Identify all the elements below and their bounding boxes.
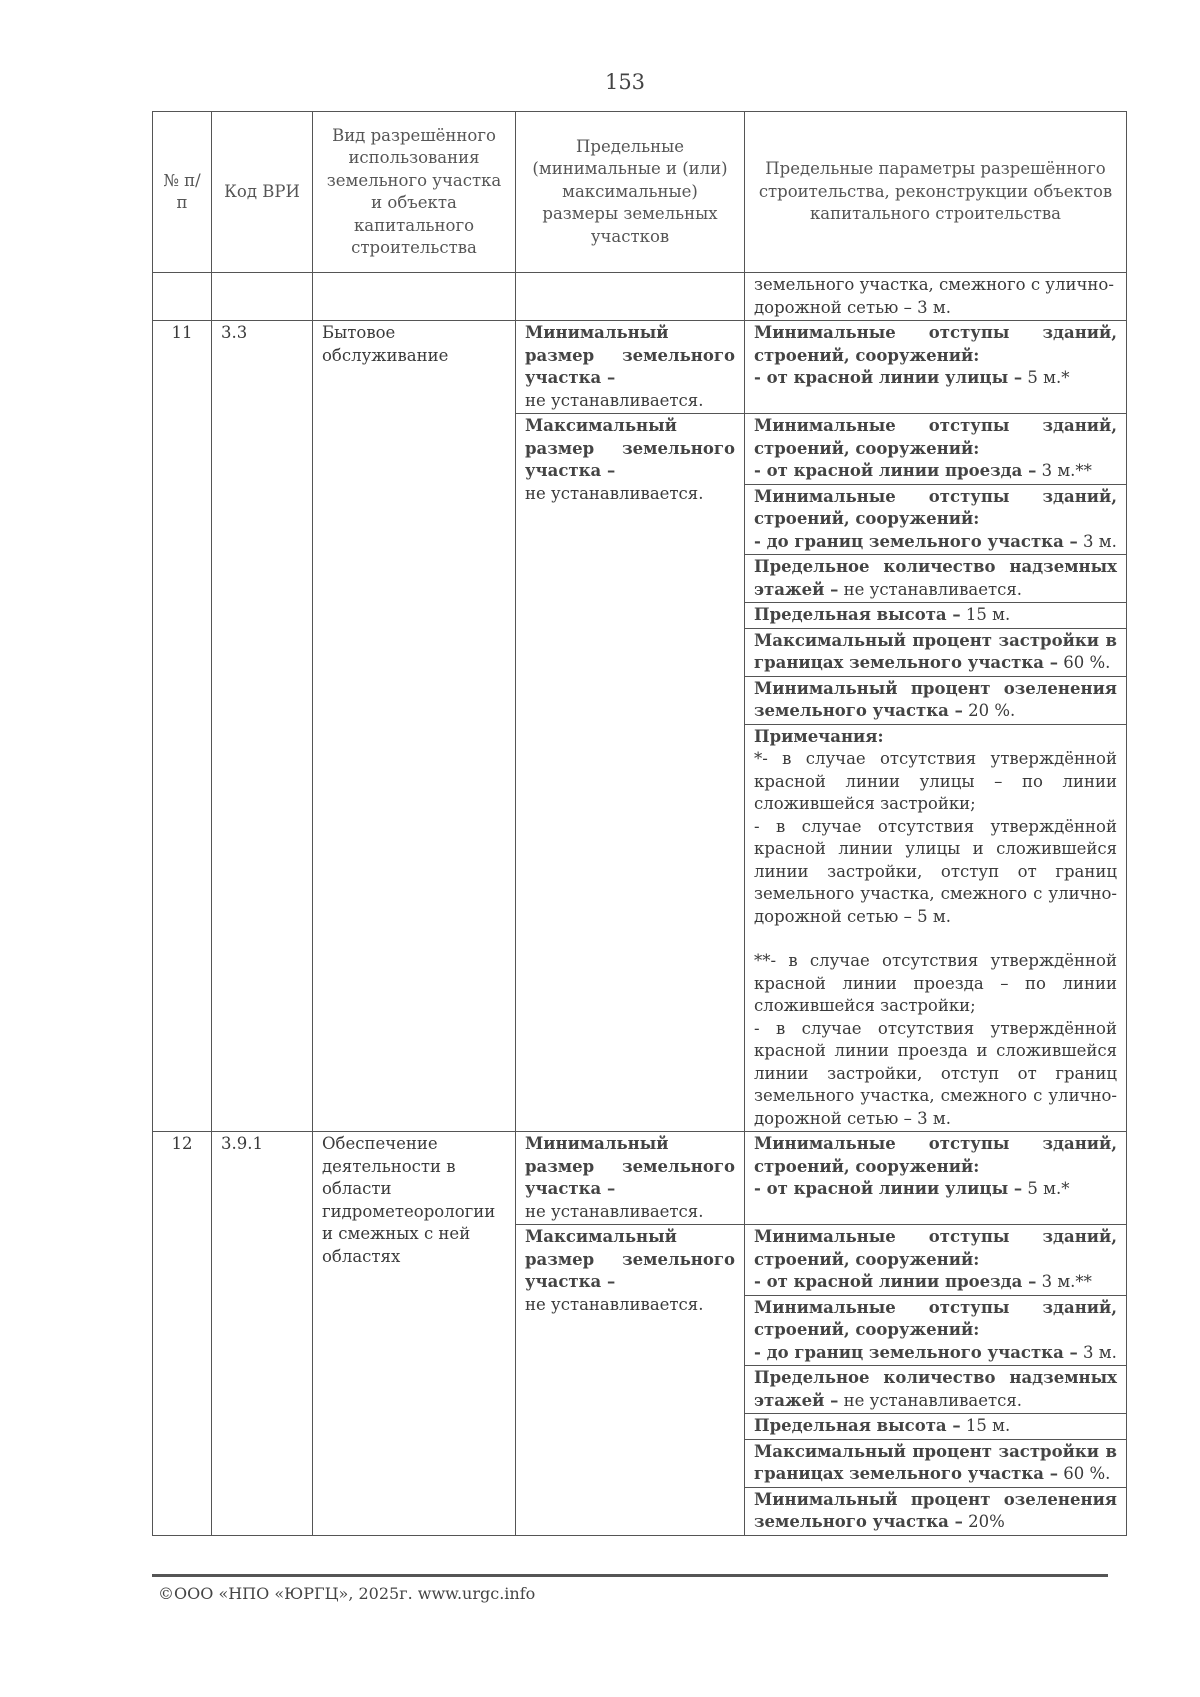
row-vri: Бытовое обслуживание [313, 321, 516, 1132]
param-value: 5 м.* [1022, 1179, 1070, 1198]
notes-title: Примечания: [754, 726, 884, 746]
param-value: 15 м. [960, 1416, 1011, 1435]
table-row [153, 321, 1127, 414]
param-value: 5 м.* [1022, 368, 1070, 387]
min-size-value: не устанавливается. [525, 390, 704, 410]
param-cell [745, 628, 1127, 676]
param-cell [745, 603, 1127, 629]
param-value: 3 м.** [1036, 461, 1092, 480]
param-bold-2: - до границ земельного участка – [754, 1342, 1078, 1362]
param-bold-2: - до границ земельного участка – [754, 531, 1078, 551]
param-bold-2: - от красной линии проезда – [754, 1272, 1037, 1291]
header-params: Предельные параметры разрешённого строительства, реконструкции объектов капитального строительства [745, 112, 1127, 273]
param-value: 15 м. [960, 605, 1011, 624]
param-bold-2: - от красной линии улицы – [754, 368, 1023, 387]
header-vri: Вид разрешённого использования земельного участка и объекта капитального строительства [313, 112, 516, 273]
param-value: 20% [962, 1512, 1005, 1531]
param-bold: Минимальные отступы зданий, строений, сооружений: [754, 486, 1117, 528]
max-size-cell [516, 1225, 745, 1536]
note-1: *- в случае отсутствия утверждённой красной линии улицы – по линии сложившейся застройки; [754, 749, 1117, 813]
param-bold: Предельное количество надземных этажей – [754, 557, 1117, 599]
row-code: 3.3 [212, 321, 313, 1132]
footer-divider [152, 1574, 1108, 1577]
param-value: 60 %. [1057, 1464, 1111, 1483]
min-size-cell [516, 321, 745, 414]
table-row [153, 1132, 1127, 1225]
min-size-value: не устанавливается. [525, 1201, 704, 1221]
param-cell [745, 1414, 1127, 1440]
param-bold: Максимальный процент застройки в границах земельного участка – [754, 1441, 1117, 1483]
param-bold-2: - от красной линии проезда – [754, 461, 1037, 480]
table-header-row [153, 112, 1127, 273]
param-cell [745, 1487, 1127, 1535]
max-size-label: Максимальный размер земельного участка – [525, 416, 735, 480]
param-value: 3 м.** [1036, 1272, 1092, 1291]
param-cell [745, 1132, 1127, 1225]
param-bold: Предельное количество надземных этажей – [754, 1368, 1117, 1410]
param-bold: Максимальный процент застройки в границах земельного участка – [754, 630, 1117, 672]
param-cell [745, 414, 1127, 485]
continuation-line-1: земельного участка, смежного с улично- [754, 275, 1114, 294]
param-cell [745, 1225, 1127, 1296]
page-number: 153 [604, 70, 646, 94]
note-2: - в случае отсутствия утверждённой красной линии улицы и сложившейся линии застройки, отступ от границ земельного участка, смежного с улично-дорожной сетью – 5 м. [754, 816, 1117, 926]
param-cell [745, 555, 1127, 603]
param-value: не устанавливается. [838, 579, 1023, 599]
param-value: 60 %. [1057, 653, 1111, 672]
note-3: **- в случае отсутствия утверждённой красной линии проезда – по линии сложившейся застройки; [754, 951, 1117, 1015]
max-size-value: не устанавливается. [525, 483, 704, 503]
param-bold: Минимальный процент озеленения земельного участка – [754, 1489, 1117, 1531]
min-size-cell [516, 1132, 745, 1225]
row-code: 3.9.1 [212, 1132, 313, 1536]
footer-copyright: ©ООО «НПО «ЮРГЦ», 2025г. www.urgc.info [158, 1584, 536, 1603]
max-size-label: Максимальный размер земельного участка – [525, 1227, 735, 1291]
param-bold: Предельная высота – [754, 1416, 961, 1435]
header-no: № п/п [153, 112, 212, 273]
row-number: 11 [153, 321, 212, 1132]
regulations-table [152, 111, 1127, 1536]
param-cell [745, 321, 1127, 414]
param-cell [745, 1439, 1127, 1487]
note-4: - в случае отсутствия утверждённой красной линии проезда и сложившейся линии застройки, отступ от границ земельного участка, смежного с улично-дорожной сетью – 3 м. [754, 1018, 1117, 1128]
param-cell [745, 676, 1127, 724]
param-bold-2: - от красной линии улицы – [754, 1179, 1023, 1198]
param-bold: Минимальные отступы зданий, строений, сооружений: [754, 1297, 1117, 1339]
header-code: Код ВРИ [212, 112, 313, 273]
min-size-label: Минимальный размер земельного участка – [525, 1134, 735, 1198]
param-bold: Предельная высота – [754, 605, 961, 624]
param-bold: Минимальные отступы зданий, строений, сооружений: [754, 1134, 1117, 1176]
notes-cell [745, 724, 1127, 1132]
row-vri: Обеспечение деятельности в области гидрометеорологии и смежных с ней областях [313, 1132, 516, 1536]
param-bold: Минимальные отступы зданий, строений, сооружений: [754, 416, 1117, 458]
row-number: 12 [153, 1132, 212, 1536]
header-size: Предельные (минимальные и (или) максимальные) размеры земельных участков [516, 112, 745, 273]
param-value: 20 %. [962, 701, 1016, 720]
param-bold: Минимальный процент озеленения земельного участка – [754, 678, 1117, 720]
max-size-cell [516, 414, 745, 1132]
param-cell [745, 484, 1127, 555]
continuation-row [153, 273, 1127, 321]
continuation-line-2: дорожной сетью – 3 м. [754, 297, 951, 317]
param-cell [745, 1295, 1127, 1366]
param-value: не устанавливается. [838, 1390, 1023, 1410]
max-size-value: не устанавливается. [525, 1294, 704, 1314]
min-size-label: Минимальный размер земельного участка – [525, 323, 735, 387]
param-bold: Минимальные отступы зданий, строений, сооружений: [754, 323, 1117, 365]
param-cell [745, 1366, 1127, 1414]
param-value: 3 м. [1077, 531, 1117, 551]
continuation-cell [745, 273, 1127, 321]
param-value: 3 м. [1077, 1342, 1117, 1362]
param-bold: Минимальные отступы зданий, строений, сооружений: [754, 1227, 1117, 1269]
